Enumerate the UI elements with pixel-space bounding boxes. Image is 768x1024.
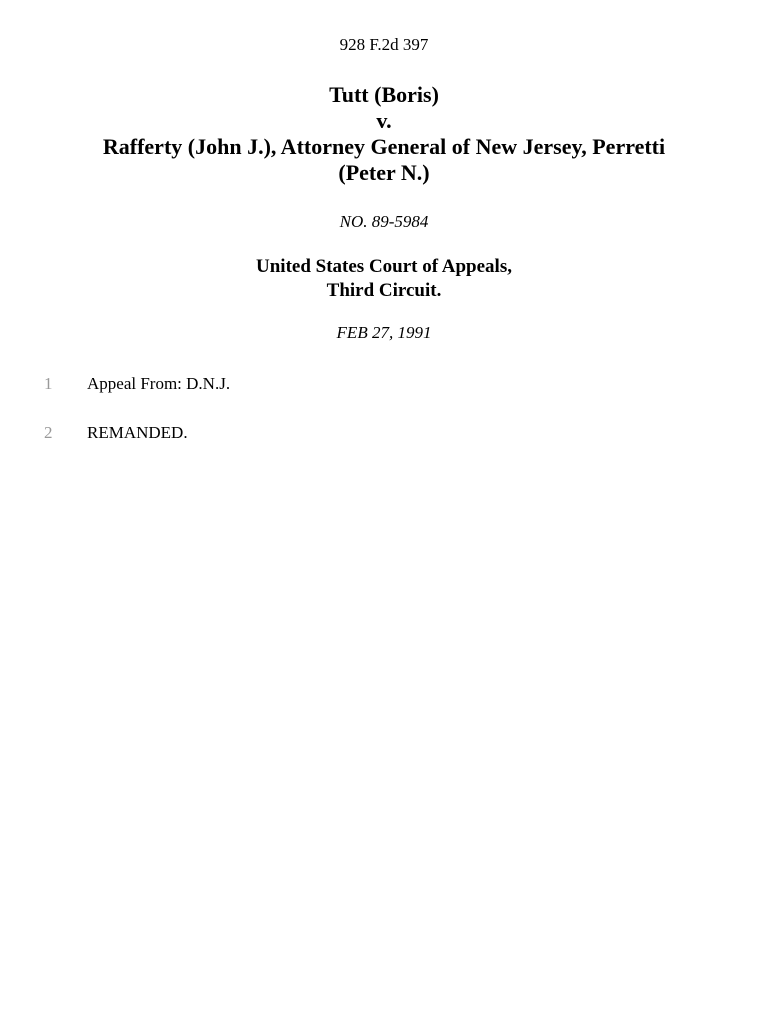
paragraph-text: REMANDED. [87,423,188,442]
paragraph [0,422,768,446]
party-plaintiff: Tutt (Boris) [329,82,439,107]
versus-label: v. [376,108,392,133]
court-name [0,255,768,303]
court-name-line-2: Third Circuit. [326,280,442,301]
party-defendant-line-2: (Peter N.) [338,160,430,185]
paragraph-text: Appeal From: D.N.J. [87,374,231,393]
court-name-line-1: United States Court of Appeals, [256,256,512,277]
decision-date: FEB 27, 1991 [336,323,432,342]
paragraph-number: 1 [44,374,53,393]
case-parties [20,82,748,186]
docket-number: NO. 89-5984 [339,212,429,231]
case-citation: 928 F.2d 397 [339,35,429,54]
paragraph-number: 2 [44,423,53,442]
party-defendant-line-1: Rafferty (John J.), Attorney General of New Jersey, Perretti [102,134,666,159]
paragraph [0,373,768,397]
